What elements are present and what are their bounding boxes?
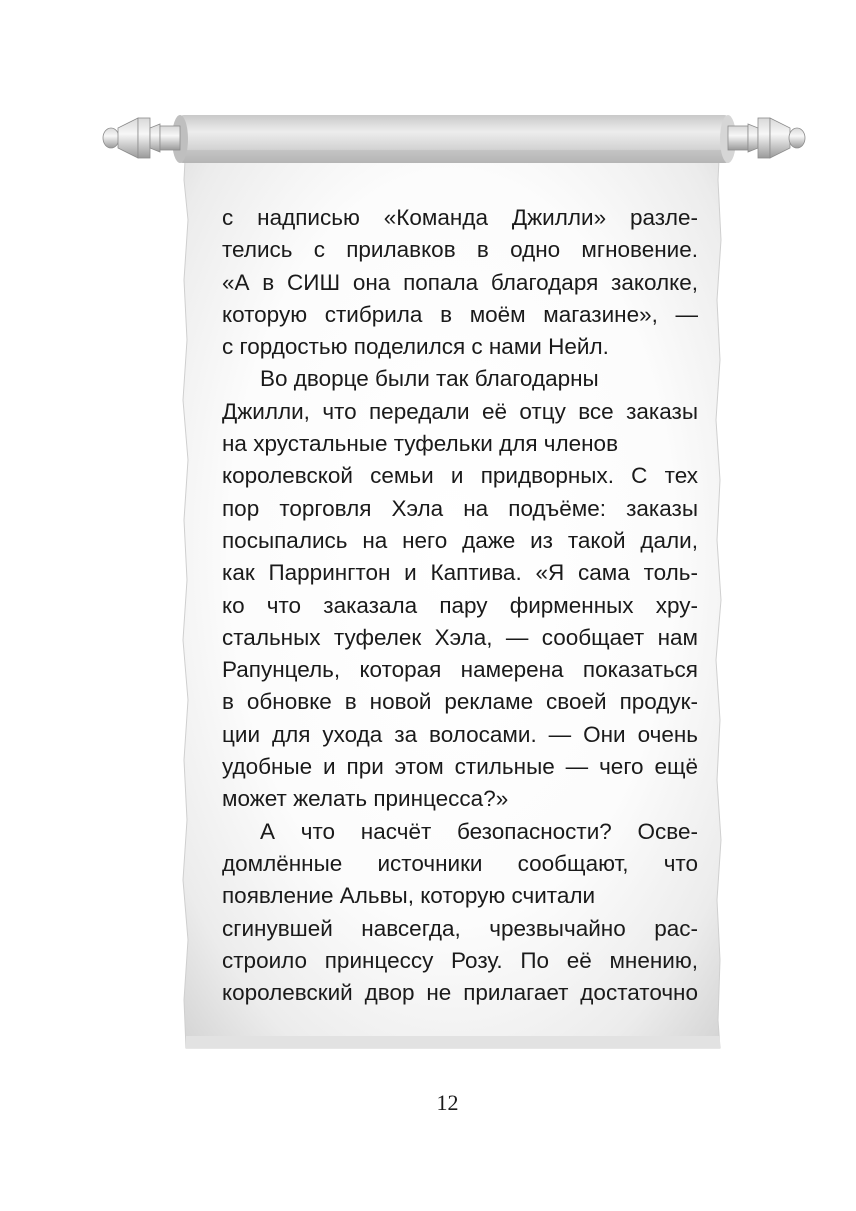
text-line: пор торговля Хэла на подъёме: заказы — [222, 495, 698, 521]
body-text — [222, 202, 698, 1009]
text-line: ко что заказала пару фирменных хру- — [222, 592, 698, 618]
text-line: которую стибрила в моём магазине», — — [222, 301, 698, 327]
text-line: королевской семьи и придворных. С тех — [222, 463, 698, 489]
text-line: сгинувшей навсегда, чрезвычайно рас- — [222, 915, 698, 941]
text-line: с гордостью поделился с нами Нейл. — [222, 334, 609, 360]
scroll-roller — [172, 115, 736, 163]
page-number: 12 — [436, 1090, 459, 1115]
text-line: «А в СИШ она попала благодаря заколке, — [222, 269, 698, 295]
text-line: ции для ухода за волосами. — Они очень — [222, 721, 698, 747]
text-line: строило принцессу Розу. По её мнению, — [222, 947, 698, 973]
text-line: королевский двор не прилагает достаточно — [222, 980, 698, 1006]
text-line: удобные и при этом стильные — чего ещё — [222, 754, 698, 780]
text-line: появление Альвы, которую считали — [222, 883, 596, 909]
text-line: стальных туфелек Хэла, — сообщает нам — [222, 624, 698, 650]
scroll-knob-right — [728, 118, 805, 158]
text-line: Джилли, что передали её отцу все заказы — [222, 398, 698, 424]
text-line: как Паррингтон и Каптива. «Я сама толь- — [222, 560, 698, 586]
scroll-knob-left — [103, 118, 180, 158]
text-line: Рапунцель, которая намерена показаться — [222, 657, 698, 683]
text-line: в обновке в новой рекламе своей продук- — [222, 689, 698, 715]
text-line: может желать принцесса?» — [222, 786, 509, 812]
text-line: домлённые источники сообщают, что — [222, 850, 698, 876]
text-line: с надписью «Команда Джилли» разле- — [222, 205, 698, 230]
text-line: Во дворце были так благодарны — [260, 366, 599, 392]
text-line: на хрустальные туфельки для членов — [222, 431, 619, 457]
text-line: А что насчёт безопасности? Осве- — [260, 818, 698, 844]
text-line: посыпались на него даже из такой дали, — [222, 527, 698, 553]
text-line: телись с прилавков в одно мгновение. — [222, 237, 698, 263]
